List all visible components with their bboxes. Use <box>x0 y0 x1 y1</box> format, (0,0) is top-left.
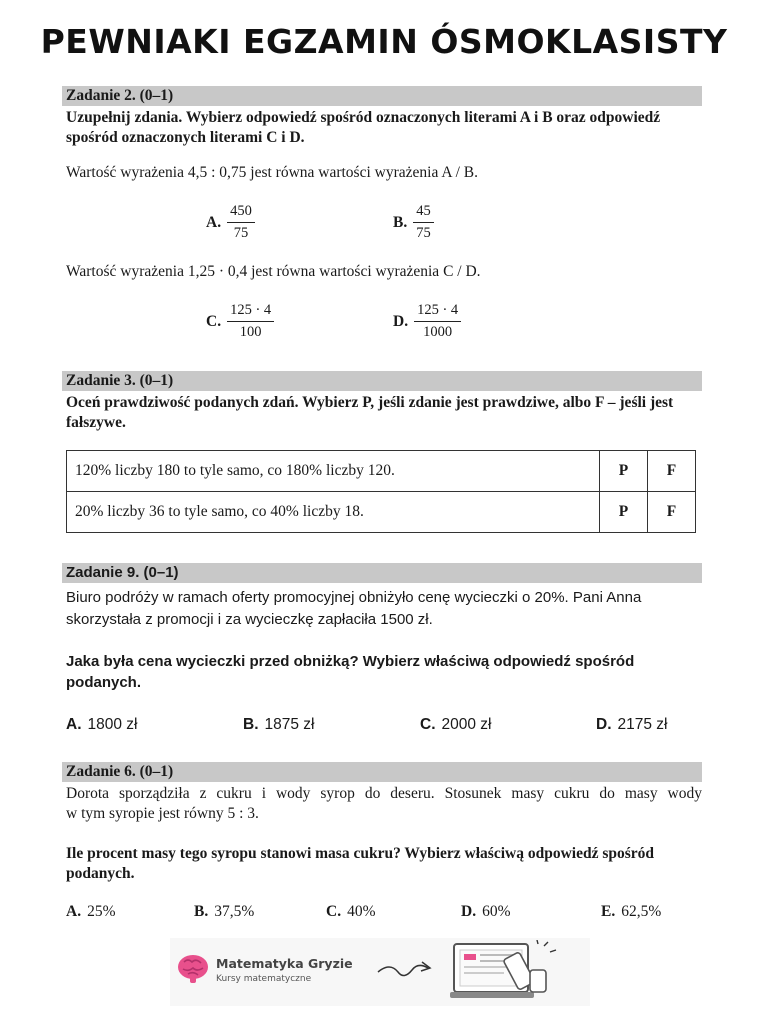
brand-name: Matematyka Gryzie <box>216 956 353 971</box>
fraction: $\frac{125 \cdot 4}{100}$ <box>227 302 274 341</box>
task9-option-a[interactable]: A. 1800 zł <box>66 716 138 733</box>
laptop-icon <box>450 940 560 1009</box>
task9-text: Biuro podróży w ramach oferty promocyjnej obniżyło cenę wycieczki o 20%. Pani Anna skorzystała z promocji i za wycieczkę zapłaciła 1500 zł. <box>66 589 642 628</box>
task2-line1: Wartość wyrażenia 4,5 : 0,75 jest równa wartości wyrażenia A / B. <box>66 164 478 181</box>
task2-option-c[interactable]: C. $\frac{125 \cdot 4}{100}$ <box>206 302 274 341</box>
task9-heading: Zadanie 9. (0–1) <box>62 563 702 583</box>
statement-cell: 120% liczby 180 to tyle samo, co 180% liczby 120. <box>67 451 600 492</box>
true-option[interactable]: P <box>600 492 648 533</box>
task6-option-b[interactable]: B. 37,5% <box>194 903 255 920</box>
table-row <box>67 451 696 492</box>
fraction: $\frac{45}{75}$ <box>413 203 434 242</box>
task9-option-c[interactable]: C. 2000 zł <box>420 716 492 733</box>
task6-question: Ile procent masy tego syropu stanowi masa cukru? Wybierz właściwą odpowiedź spośród podanych. <box>66 845 655 882</box>
false-option[interactable]: F <box>648 451 696 492</box>
true-false-table <box>66 450 696 533</box>
task6-text: w tym syropie jest równy 5 : 3. <box>66 805 259 822</box>
task9-option-d[interactable]: D. 2175 zł <box>596 716 668 733</box>
table-row <box>67 492 696 533</box>
task3-heading: Zadanie 3. (0–1) <box>62 371 702 391</box>
task6-heading: Zadanie 6. (0–1) <box>62 762 702 782</box>
task6-option-d[interactable]: D. 60% <box>461 903 511 920</box>
task2-option-d[interactable]: D. $\frac{125 \cdot 4}{1000}$ <box>393 302 461 341</box>
statement-cell: 20% liczby 36 to tyle samo, co 40% liczby 18. <box>67 492 600 533</box>
task6-option-e[interactable]: E. 62,5% <box>601 903 662 920</box>
task2-option-b[interactable]: B. $\frac{45}{75}$ <box>393 203 434 242</box>
task9-option-b[interactable]: B. 1875 zł <box>243 716 315 733</box>
task2-heading: Zadanie 2. (0–1) <box>62 86 702 106</box>
fraction: $\frac{450}{75}$ <box>227 203 255 242</box>
task2-instruction: Uzupełnij zdania. Wybierz odpowiedź spośród oznaczonych literami A i B oraz odpowiedź spośród oznaczonych literami C i D. <box>66 109 661 146</box>
footer-banner <box>170 938 590 1006</box>
true-option[interactable]: P <box>600 451 648 492</box>
task6-option-c[interactable]: C. 40% <box>326 903 376 920</box>
task6-text-line: Dorota sporządziła z cukru i wody syrop do deseru. Stosunek masy cukru do masy wody <box>66 785 702 802</box>
fraction: $\frac{125 \cdot 4}{1000}$ <box>414 302 461 341</box>
task2-line2: Wartość wyrażenia 1,25 · 0,4 jest równa wartości wyrażenia C / D. <box>66 263 481 280</box>
arrow-icon <box>376 954 436 989</box>
page-title: PEWNIAKI EGZAMIN ÓSMOKLASISTY <box>40 22 728 61</box>
brain-icon <box>176 952 210 989</box>
task2-option-a[interactable]: A. $\frac{450}{75}$ <box>206 203 255 242</box>
brand-subtitle: Kursy matematyczne <box>216 974 312 984</box>
false-option[interactable]: F <box>648 492 696 533</box>
task3-instruction: Oceń prawdziwość podanych zdań. Wybierz P, jeśli zdanie jest prawdziwe, albo F – jeśli jest fałszywe. <box>66 394 674 431</box>
task9-question: Jaka była cena wycieczki przed obniżką? Wybierz właściwą odpowiedź spośród podanych. <box>66 653 635 691</box>
task6-option-a[interactable]: A. 25% <box>66 903 116 920</box>
